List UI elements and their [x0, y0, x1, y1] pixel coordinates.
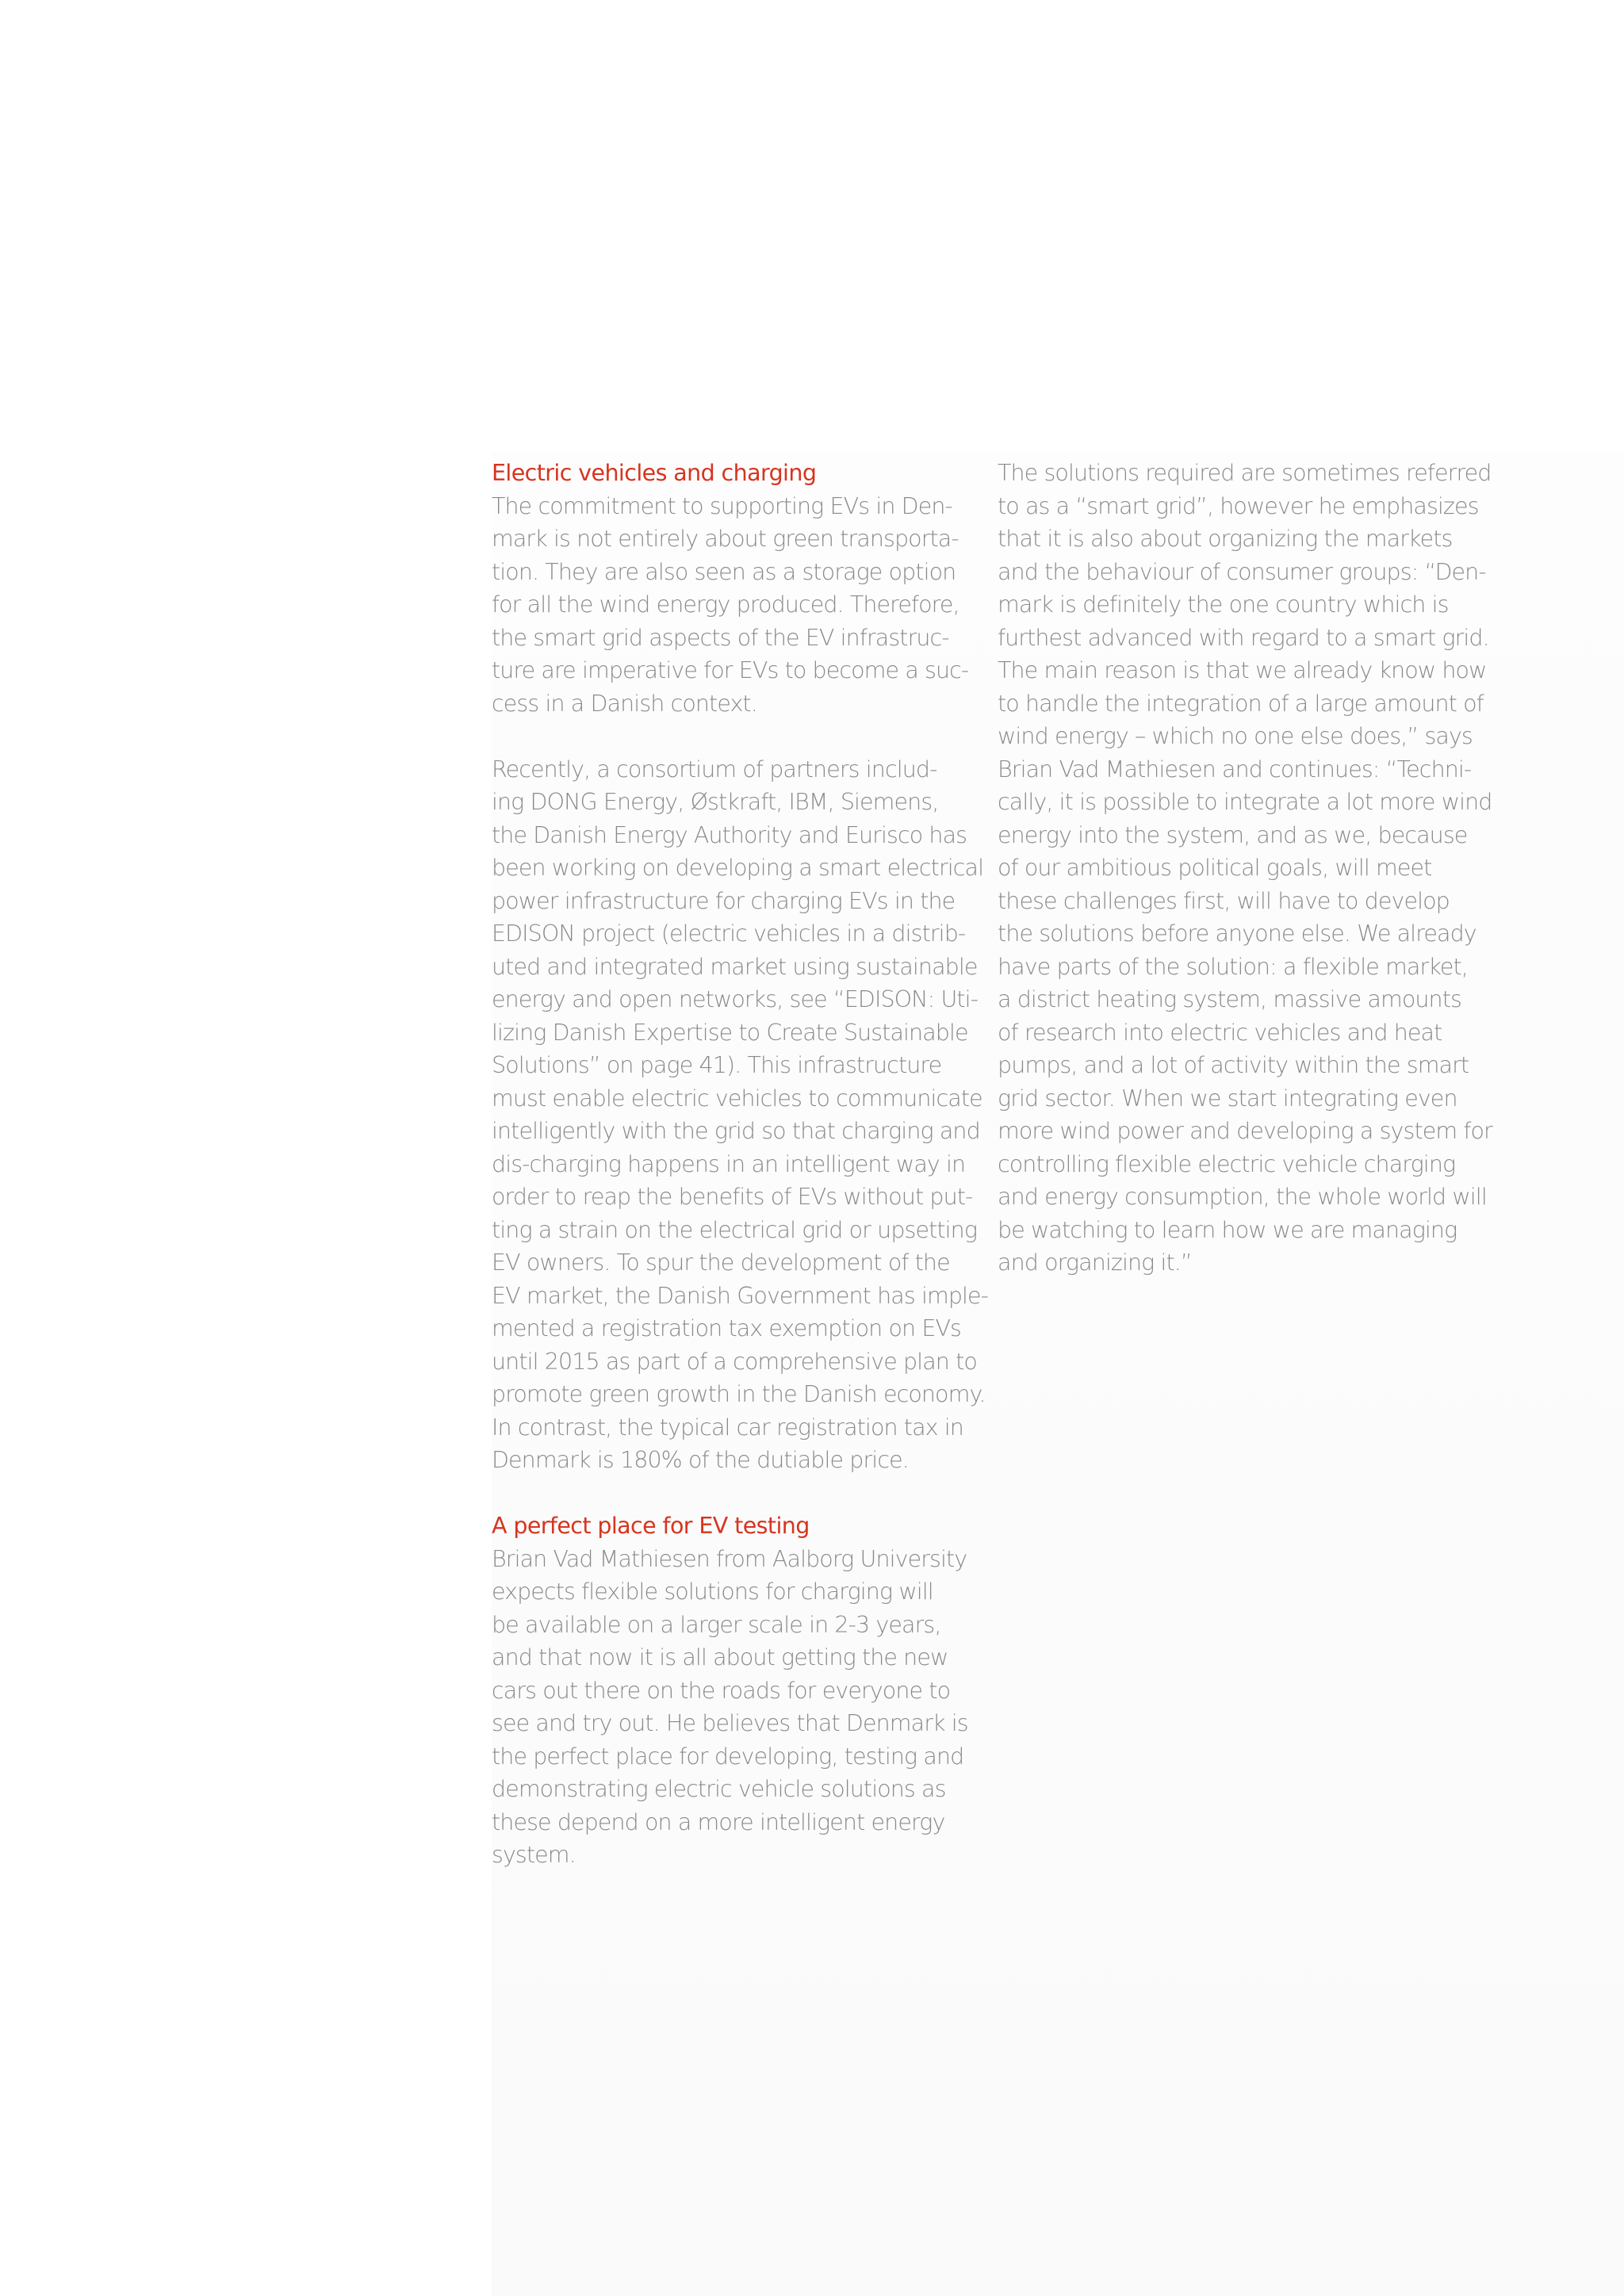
text-line: to handle the integration of a large amount of: [998, 690, 1484, 717]
text-line: mark is definitely the one country which is: [998, 591, 1449, 618]
text-line: mark is not entirely about green transporta-: [492, 526, 959, 552]
text-line: lizing Danish Expertise to Create Sustainable: [492, 1019, 968, 1046]
text-line: Brian Vad Mathiesen from Aalborg University: [492, 1545, 967, 1572]
text-line: tion. They are also seen as a storage option: [492, 558, 956, 585]
text-line: promote green growth in the Danish economy.: [492, 1381, 986, 1407]
text-line: until 2015 as part of a comprehensive plan to: [492, 1348, 977, 1375]
text-line: dis-charging happens in an intelligent way in: [492, 1150, 966, 1177]
text-line: expects flexible solutions for charging will: [492, 1578, 933, 1605]
text-line: ing DONG Energy, Østkraft, IBM, Siemens,: [492, 789, 939, 815]
text-line: pumps, and a lot of activity within the smart: [998, 1052, 1469, 1078]
section-heading-ev-charging: Electric vehicles and charging: [492, 460, 817, 486]
text-line: energy and open networks, see “EDISON: Uti-: [492, 986, 979, 1012]
text-line: Denmark is 180% of the dutiable price.: [492, 1447, 909, 1473]
text-line: intelligently with the grid so that charging and: [492, 1118, 980, 1144]
text-line: wind energy – which no one else does,” says: [998, 723, 1473, 749]
text-line: must enable electric vehicles to communicate: [492, 1085, 982, 1112]
right-column: [998, 457, 1492, 1280]
text-line: EV owners. To spur the development of the: [492, 1249, 950, 1276]
paragraph-gap: [492, 720, 967, 753]
text-line: cally, it is possible to integrate a lot more wind: [998, 789, 1492, 815]
text-line: be available on a larger scale in 2-3 years,: [492, 1611, 941, 1638]
text-line: The commitment to supporting EVs in Den-: [492, 492, 952, 519]
text-line: mented a registration tax exemption on EVs: [492, 1315, 961, 1341]
text-line: a district heating system, massive amounts: [998, 986, 1461, 1012]
text-line: EV market, the Danish Government has imple-: [492, 1282, 989, 1309]
text-line: system.: [492, 1842, 576, 1868]
text-line: these challenges first, will have to develop: [998, 887, 1450, 914]
text-line: Brian Vad Mathiesen and continues: “Techni-: [998, 756, 1472, 783]
text-line: and that now it is all about getting the new: [492, 1644, 948, 1670]
text-line: EDISON project (electric vehicles in a distrib-: [492, 920, 966, 947]
text-line: see and try out. He believes that Denmark is: [492, 1710, 968, 1736]
text-line: power infrastructure for charging EVs in the: [492, 887, 956, 914]
text-line: In contrast, the typical car registration tax in: [492, 1414, 963, 1441]
section-heading-ev-testing: A perfect place for EV testing: [492, 1513, 810, 1539]
text-line: The main reason is that we already know how: [998, 657, 1487, 683]
text-line: demonstrating electric vehicle solutions as: [492, 1776, 946, 1802]
text-line: uted and integrated market using sustainable: [492, 953, 978, 980]
text-line: the smart grid aspects of the EV infrastruc-: [492, 624, 949, 651]
text-line: energy into the system, and as we, because: [998, 821, 1468, 848]
text-line: and energy consumption, the whole world will: [998, 1184, 1487, 1210]
text-line: order to reap the benefits of EVs without put-: [492, 1184, 973, 1210]
text-line: for all the wind energy produced. Therefore,: [492, 591, 959, 618]
left-column: [492, 457, 989, 1872]
text-line: more wind power and developing a system for: [998, 1118, 1492, 1144]
text-line: the perfect place for developing, testing and: [492, 1743, 964, 1770]
text-line: ture are imperative for EVs to become a suc-: [492, 657, 969, 683]
text-line: The solutions required are sometimes referred: [998, 460, 1492, 486]
text-line: Solutions” on page 41). This infrastructure: [492, 1052, 942, 1078]
text-line: Recently, a consortium of partners includ-: [492, 756, 937, 783]
text-line: these depend on a more intelligent energy: [492, 1808, 945, 1835]
text-line: and organizing it.”: [998, 1249, 1192, 1276]
text-line: controlling flexible electric vehicle charging: [998, 1150, 1456, 1177]
paragraph-ev-testing: [492, 1543, 967, 1872]
text-line: been working on developing a smart electrical: [492, 855, 984, 881]
paragraph-consortium: [492, 753, 989, 1477]
text-line: have parts of the solution: a flexible market,: [998, 953, 1468, 980]
text-line: that it is also about organizing the markets: [998, 526, 1453, 552]
text-line: ting a strain on the electrical grid or upsetting: [492, 1216, 978, 1243]
text-line: cess in a Danish context.: [492, 690, 757, 717]
text-line: of research into electric vehicles and heat: [998, 1019, 1442, 1046]
paragraph-smart-grid: [998, 457, 1492, 1280]
text-line: furthest advanced with regard to a smart grid.: [998, 624, 1489, 651]
text-line: cars out there on the roads for everyone to: [492, 1677, 951, 1704]
text-line: to as a “smart grid”, however he emphasizes: [998, 492, 1479, 519]
text-line: of our ambitious political goals, will meet: [998, 855, 1432, 881]
text-line: grid sector. When we start integrating even: [998, 1085, 1457, 1112]
paragraph-ev-commitment: [492, 490, 967, 721]
paragraph-gap: [492, 1477, 967, 1510]
text-line: the solutions before anyone else. We already: [998, 920, 1477, 947]
text-line: the Danish Energy Authority and Eurisco has: [492, 821, 967, 848]
text-line: and the behaviour of consumer groups: “Den-: [998, 558, 1486, 585]
text-line: be watching to learn how we are managing: [998, 1216, 1457, 1243]
